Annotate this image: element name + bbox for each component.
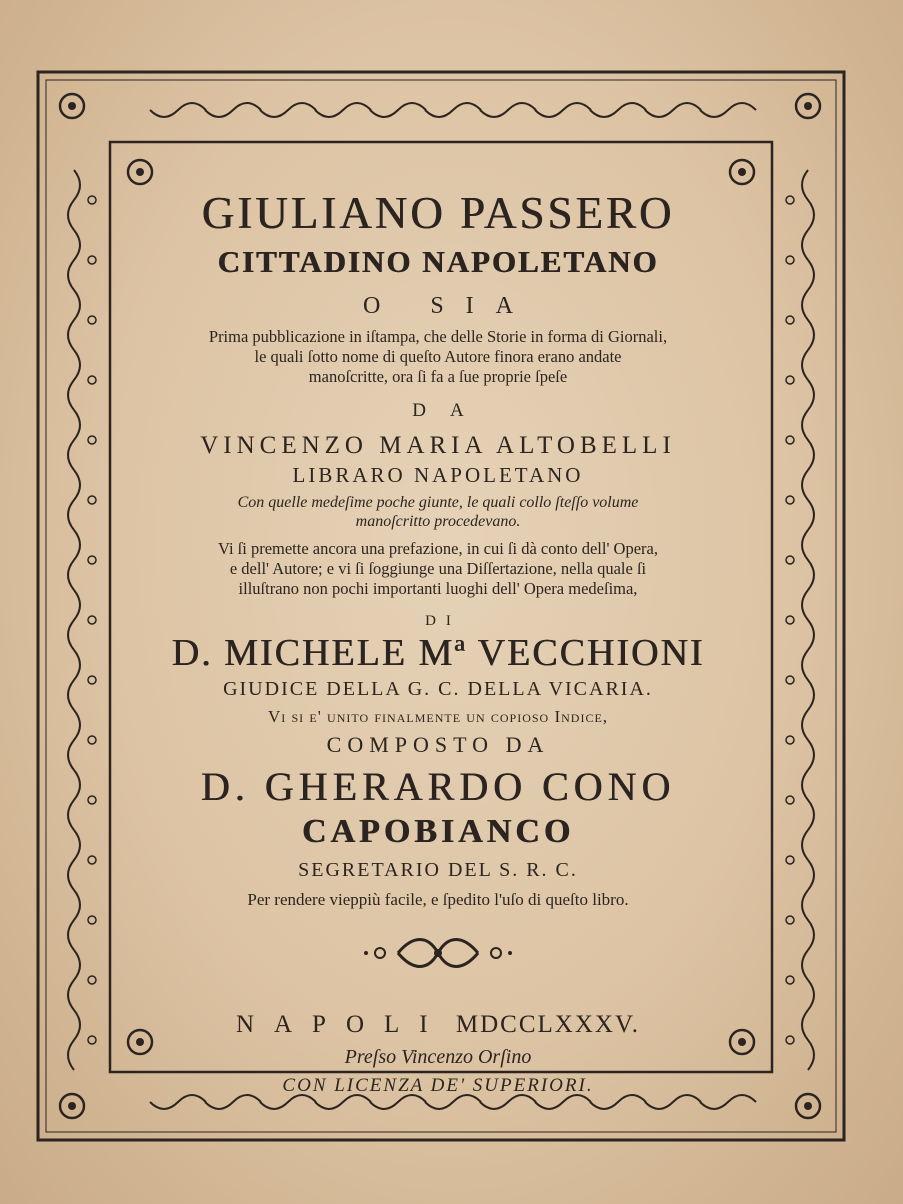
title-page-text bbox=[118, 180, 758, 1097]
italic-note-line-1: Con quelle medeſime poche giunte, le quali collo ſteſſo volume bbox=[237, 494, 639, 512]
vine-segment bbox=[802, 530, 814, 590]
rosette bbox=[88, 736, 96, 744]
garland-swag bbox=[480, 103, 536, 117]
vine-segment bbox=[68, 170, 80, 230]
garland-swag bbox=[205, 103, 261, 117]
corner-scroll-center bbox=[136, 168, 144, 176]
preface-line-2: e dell' Autore; e vi ſi ſoggiunge una Diſſertazione, nella quale ſi bbox=[229, 559, 647, 579]
indexer-surname: CAPOBIANCO bbox=[301, 812, 575, 850]
rosette bbox=[88, 196, 96, 204]
index-note: Vi si e' unito finalmente un copioso Indice, bbox=[267, 706, 609, 726]
imprint-line bbox=[118, 1011, 758, 1040]
vine-segment bbox=[68, 290, 80, 350]
garland-swag bbox=[535, 1095, 591, 1109]
rosette bbox=[88, 856, 96, 864]
vine-segment bbox=[68, 230, 80, 290]
rosette bbox=[88, 376, 96, 384]
book-title: GIULIANO PASSERO bbox=[201, 188, 675, 238]
rosette bbox=[88, 796, 96, 804]
di-label: DI bbox=[425, 612, 461, 629]
vine-segment bbox=[802, 170, 814, 230]
publisher-role: LIBRARO NAPOLETANO bbox=[292, 462, 584, 487]
garland-swag bbox=[645, 103, 701, 117]
rosette bbox=[786, 1036, 794, 1044]
description-line-3: manoſcritte, ora ſi fa a ſue proprie ſpeſe bbox=[308, 366, 568, 386]
vine-segment bbox=[802, 950, 814, 1010]
description-line-1: Prima pubblicazione in iſtampa, che delle Storie in forma di Giornali, bbox=[208, 326, 668, 346]
o-sia: O SIA bbox=[362, 293, 535, 320]
editor-role: GIUDICE DELLA G. C. DELLA VICARIA. bbox=[223, 677, 653, 700]
vine-segment bbox=[802, 290, 814, 350]
rosette bbox=[786, 256, 794, 264]
vine-segment bbox=[802, 710, 814, 770]
rosette bbox=[786, 196, 794, 204]
garland-swag bbox=[370, 103, 426, 117]
rosette bbox=[88, 616, 96, 624]
garland-swag bbox=[205, 1095, 261, 1109]
vine-segment bbox=[68, 830, 80, 890]
description-line-2: le quali ſotto nome di queſto Autore finora erano andate bbox=[254, 346, 622, 366]
preface-line-3: illuſtrano non pochi importanti luoghi dell' Opera medeſima, bbox=[238, 579, 638, 599]
rosette bbox=[786, 916, 794, 924]
garland-swag bbox=[260, 1095, 316, 1109]
garland-swag bbox=[150, 103, 206, 117]
vine-segment bbox=[802, 590, 814, 650]
garland-swag bbox=[645, 1095, 701, 1109]
rosette bbox=[88, 316, 96, 324]
imprint-city: NAPOLI bbox=[235, 1011, 448, 1039]
indexer-name: D. GHERARDO CONO bbox=[200, 763, 676, 809]
rosette bbox=[786, 616, 794, 624]
vine-segment bbox=[68, 530, 80, 590]
rosette bbox=[786, 556, 794, 564]
corner-scroll-center bbox=[804, 1102, 812, 1110]
vine-segment bbox=[68, 710, 80, 770]
rosette bbox=[786, 676, 794, 684]
vine-segment bbox=[68, 470, 80, 530]
book-subtitle: CITTADINO NAPOLETANO bbox=[217, 243, 659, 279]
corner-scroll-center bbox=[68, 1102, 76, 1110]
imprint-year: MDCCLXXXV. bbox=[455, 1011, 641, 1039]
vine-segment bbox=[68, 650, 80, 710]
vine-segment bbox=[802, 470, 814, 530]
garland-swag bbox=[700, 1095, 756, 1109]
vine-segment bbox=[68, 350, 80, 410]
vine-segment bbox=[802, 650, 814, 710]
rosette bbox=[786, 316, 794, 324]
composto-da: COMPOSTO DA bbox=[326, 732, 550, 758]
rosette bbox=[786, 856, 794, 864]
vine-segment bbox=[802, 1010, 814, 1070]
italic-note-line-2: manoſcritto procedevano. bbox=[355, 513, 521, 531]
rosette bbox=[88, 496, 96, 504]
garland-swag bbox=[700, 103, 756, 117]
garland-swag bbox=[315, 1095, 371, 1109]
garland-swag bbox=[150, 1095, 206, 1109]
corner-scroll-center bbox=[804, 102, 812, 110]
vine-segment bbox=[802, 770, 814, 830]
rosette bbox=[786, 736, 794, 744]
rosette bbox=[786, 376, 794, 384]
corner-scroll-center bbox=[738, 168, 746, 176]
indexer-role: SEGRETARIO DEL S. R. C. bbox=[298, 858, 578, 881]
garland-swag bbox=[425, 103, 481, 117]
vine-segment bbox=[802, 830, 814, 890]
garland-swag bbox=[370, 1095, 426, 1109]
garland-swag bbox=[535, 103, 591, 117]
publisher-name: VINCENZO MARIA ALTOBELLI bbox=[200, 432, 676, 460]
vine-segment bbox=[802, 410, 814, 470]
rosette bbox=[786, 436, 794, 444]
garland-swag bbox=[590, 103, 646, 117]
rosette bbox=[786, 496, 794, 504]
garland-swag bbox=[260, 103, 316, 117]
rosette bbox=[88, 1036, 96, 1044]
purpose-line: Per rendere vieppiù facile, e ſpedito l'uſo di queſto libro. bbox=[247, 889, 629, 909]
garland-swag bbox=[425, 1095, 481, 1109]
vine-segment bbox=[802, 230, 814, 290]
garland-swag bbox=[315, 103, 371, 117]
vine-segment bbox=[68, 410, 80, 470]
license-line: CON LICENZA DE' SUPERIORI. bbox=[282, 1075, 594, 1097]
vine-segment bbox=[68, 1010, 80, 1070]
garland-swag bbox=[590, 1095, 646, 1109]
garland-swag bbox=[480, 1095, 536, 1109]
editor-name: D. MICHELE Mª VECCHIONI bbox=[171, 632, 705, 675]
vine-segment bbox=[68, 770, 80, 830]
printers-ornament bbox=[358, 933, 518, 973]
rosette bbox=[88, 256, 96, 264]
rosette bbox=[88, 556, 96, 564]
vine-segment bbox=[68, 890, 80, 950]
rosette bbox=[786, 976, 794, 984]
vine-segment bbox=[802, 350, 814, 410]
rosette bbox=[88, 976, 96, 984]
vine-segment bbox=[68, 950, 80, 1010]
da-label: DA bbox=[412, 400, 488, 422]
printer-line: Preſso Vincenzo Orſino bbox=[344, 1046, 532, 1069]
corner-scroll-center bbox=[68, 102, 76, 110]
rosette bbox=[88, 436, 96, 444]
rosette bbox=[786, 796, 794, 804]
vine-segment bbox=[802, 890, 814, 950]
rosette bbox=[88, 676, 96, 684]
vine-segment bbox=[68, 590, 80, 650]
preface-line-1: Vi ſi premette ancora una prefazione, in cui ſi dà conto dell' Opera, bbox=[218, 539, 658, 559]
rosette bbox=[88, 916, 96, 924]
